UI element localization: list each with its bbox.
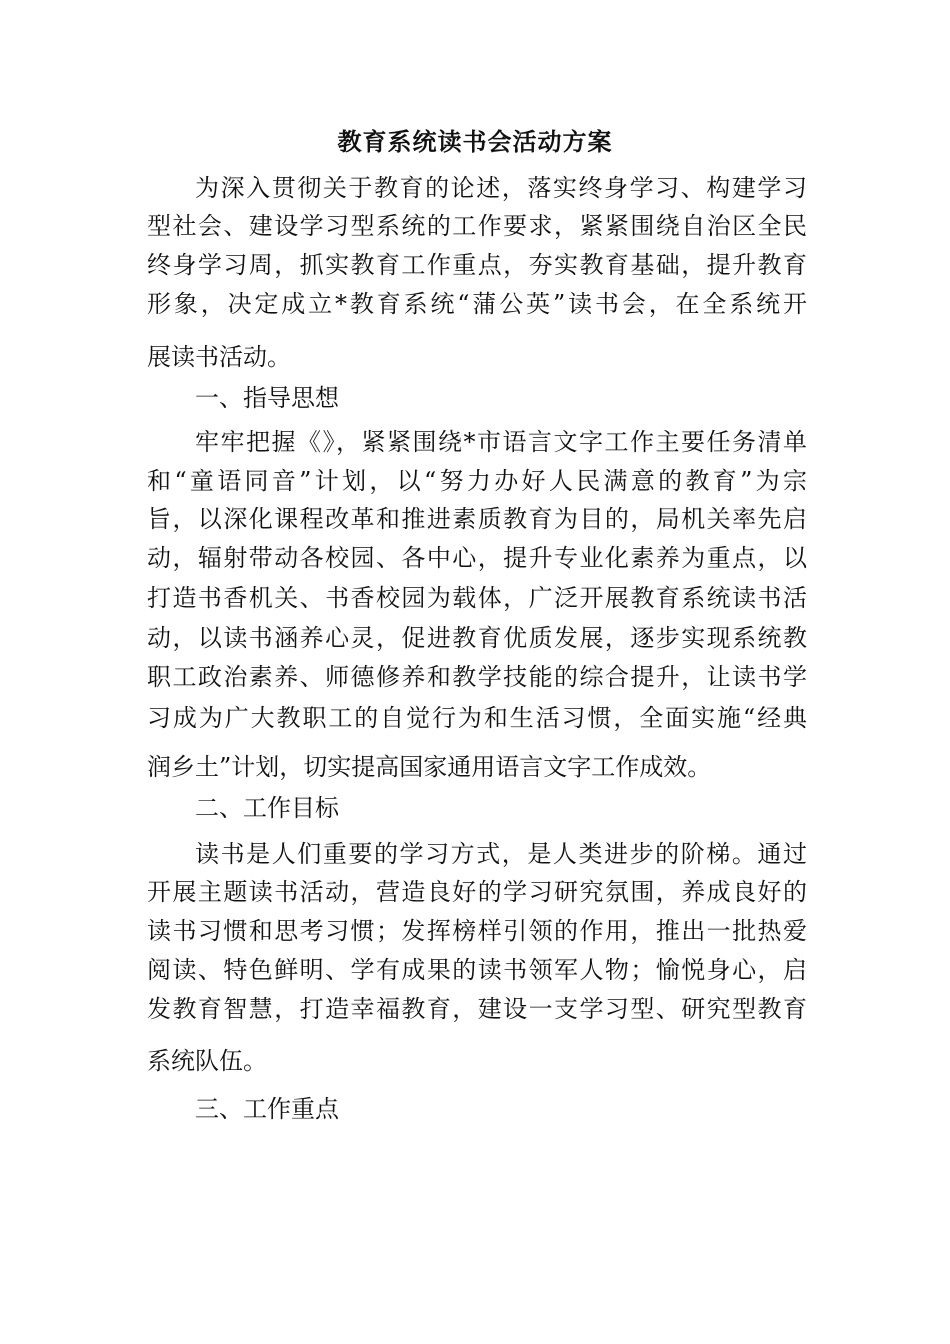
section-heading: 二、工作目标 [195, 794, 339, 822]
paragraph-line: 习成为广大教职工的自觉行为和生活习惯，全面实施“经典 [147, 704, 807, 732]
paragraph-line: 读书是人们重要的学习方式，是人类进步的阶梯。通过 [195, 840, 807, 868]
paragraph-line: 动，以读书涵养心灵，促进教育优质发展，逐步实现系统教 [147, 624, 807, 652]
paragraph-line: 系统队伍。 [147, 1047, 267, 1075]
paragraph-line: 牢牢把握《》，紧紧围绕*市语言文字工作主要任务清单 [195, 428, 807, 456]
paragraph-line: 形象，决定成立*教育系统“蒲公英”读书会，在全系统开 [147, 290, 807, 318]
paragraph-line: 阅读、特色鲜明、学有成果的读书领军人物；愉悦身心，启 [147, 956, 807, 984]
paragraph-line: 型社会、建设学习型系统的工作要求，紧紧围绕自治区全民 [147, 212, 807, 240]
paragraph-line: 读书习惯和思考习惯；发挥榜样引领的作用，推出一批热爱 [147, 917, 807, 945]
section-heading: 三、工作重点 [195, 1095, 339, 1123]
paragraph-line: 终身学习周，抓实教育工作重点，夯实教育基础，提升教育 [147, 251, 807, 279]
paragraph-line: 开展主题读书活动，营造良好的学习研究氛围，养成良好的 [147, 878, 807, 906]
paragraph-line: 动，辐射带动各校园、各中心，提升专业化素养为重点，以 [147, 544, 807, 572]
paragraph-line: 和“童语同音”计划，以“努力办好人民满意的教育”为宗 [147, 467, 807, 495]
paragraph-line: 润乡土”计划，切实提高国家通用语言文字工作成效。 [147, 753, 712, 781]
section-heading: 一、指导思想 [195, 384, 339, 412]
document-title: 教育系统读书会活动方案 [337, 127, 613, 156]
paragraph-line: 展读书活动。 [147, 343, 291, 371]
paragraph-line: 发教育智慧，打造幸福教育，建设一支学习型、研究型教育 [147, 995, 807, 1023]
paragraph-line: 职工政治素养、师德修养和教学技能的综合提升，让读书学 [147, 663, 807, 691]
paragraph-line: 为深入贯彻关于教育的论述，落实终身学习、构建学习 [195, 174, 807, 202]
paragraph-line: 旨，以深化课程改革和推进素质教育为目的，局机关率先启 [147, 505, 807, 533]
paragraph-line: 打造书香机关、书香校园为载体，广泛开展教育系统读书活 [147, 584, 807, 612]
